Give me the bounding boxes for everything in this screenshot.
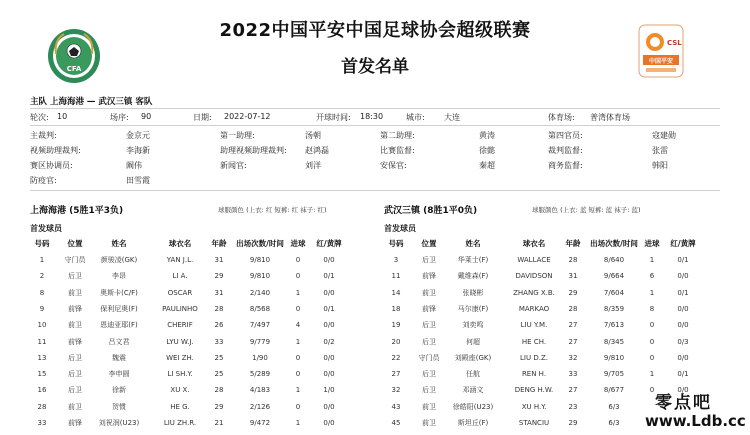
player-number: 10 <box>37 321 47 330</box>
player-name: 恩迪亚耶(F) <box>100 321 138 330</box>
player-shirt-name: DENG H.W. <box>514 386 554 395</box>
player-appearances: 9/810 <box>603 353 625 362</box>
player-goals: 6 <box>649 272 655 281</box>
player-position: 后卫 <box>422 321 436 330</box>
official-value: 徐懿 <box>479 146 495 155</box>
player-position: 前锋 <box>68 304 82 313</box>
player-shirt-name: LI A. <box>172 272 188 281</box>
player-name: 斯坦丘(F) <box>457 419 489 427</box>
player-goals: 8 <box>649 304 655 313</box>
player-cards: 0/0 <box>323 402 335 411</box>
player-age: 33 <box>568 370 578 379</box>
officials-row <box>30 160 730 172</box>
col-shirt-name-header: 球衣名 <box>522 239 546 248</box>
official-value: 黄涛 <box>479 131 495 140</box>
official-value: 张雷 <box>652 146 668 155</box>
col-shirt-name-header: 球衣名 <box>168 239 192 248</box>
official-label: 安保官: <box>380 161 407 170</box>
player-name: 华莱士(F) <box>457 256 489 264</box>
player-shirt-name: ZHANG X.B. <box>513 288 555 297</box>
official-value: 李海新 <box>126 146 150 155</box>
player-age: 21 <box>214 419 224 427</box>
player-goals: 1 <box>295 419 301 427</box>
player-shirt-name: XU X. <box>170 386 190 395</box>
player-age: 25 <box>214 370 224 379</box>
player-name: 吕文君 <box>108 337 130 346</box>
official-label: 主裁判: <box>30 131 57 140</box>
player-appearances: 8/345 <box>603 337 625 346</box>
player-number: 8 <box>39 288 45 297</box>
player-appearances: 2/140 <box>249 288 271 297</box>
player-position: 后卫 <box>68 353 82 362</box>
player-appearances: 9/779 <box>249 337 271 346</box>
stadium-label: 体育场: <box>548 113 575 122</box>
player-age: 31 <box>214 256 224 264</box>
game-label: 场序: <box>110 113 129 122</box>
official-label: 防疫官: <box>30 176 57 185</box>
player-shirt-name: STANCIU <box>518 419 550 427</box>
player-shirt-name: LIU D.Z. <box>520 353 548 362</box>
official-value: 田雪霞 <box>126 176 150 185</box>
player-appearances: 5/289 <box>249 370 271 379</box>
player-name: 奥斯卡(C/F) <box>100 288 138 297</box>
player-position: 后卫 <box>68 370 82 379</box>
player-shirt-name: YAN J.L. <box>166 256 194 264</box>
player-cards: 0/1 <box>677 288 689 297</box>
official-label: 视频助理裁判: <box>30 146 81 155</box>
player-cards: 0/0 <box>323 370 335 379</box>
player-shirt-name: OSCAR <box>167 288 193 297</box>
player-goals: 1 <box>649 256 655 264</box>
csl-logo-brand: 中国平安 <box>648 58 674 65</box>
player-cards: 0/0 <box>677 386 689 395</box>
player-shirt-name: REN H. <box>521 370 547 379</box>
col-name-header: 姓名 <box>111 239 127 248</box>
official-value: 刘洋 <box>305 161 321 170</box>
player-goals: 0 <box>649 321 655 330</box>
player-cards: 0/0 <box>677 304 689 313</box>
player-age: 27 <box>568 321 578 330</box>
player-age: 28 <box>568 304 578 313</box>
player-appearances: 6/3 <box>608 402 620 411</box>
player-cards: 0/1 <box>677 370 689 379</box>
player-appearances: 8/677 <box>603 386 625 395</box>
player-goals: 0 <box>295 353 301 362</box>
player-age: 31 <box>214 288 224 297</box>
player-cards: 0/0 <box>323 321 335 330</box>
officials-row <box>30 145 730 157</box>
player-age: 27 <box>568 386 578 395</box>
player-goals: 0 <box>295 272 301 281</box>
player-number: 11 <box>37 337 47 346</box>
cfa-logo-text: CFA <box>66 65 82 73</box>
player-name: 刘奕鸣 <box>462 321 484 330</box>
official-value: 赵鸿磊 <box>305 146 329 155</box>
player-goals: 1 <box>649 288 655 297</box>
divider <box>30 108 720 109</box>
stadium-value: 普湾体育场 <box>590 113 630 122</box>
player-goals: 0 <box>649 386 655 395</box>
col-age-header: 年龄 <box>211 239 227 248</box>
player-name: 任航 <box>466 370 480 379</box>
player-cards: 0/1 <box>323 272 335 281</box>
player-cards: 0/0 <box>323 419 335 427</box>
col-number-header: 号码 <box>34 239 50 248</box>
official-label: 第一助理: <box>220 131 255 140</box>
player-number: 11 <box>391 272 401 281</box>
player-shirt-name: MARKAO <box>518 304 550 313</box>
player-shirt-name: CHERIF <box>167 321 193 330</box>
player-appearances: 7/613 <box>603 321 625 330</box>
csl-logo-text: CSL <box>667 39 682 47</box>
player-goals: 0 <box>295 370 301 379</box>
player-age: 29 <box>214 402 224 411</box>
round-label: 轮次: <box>30 113 49 122</box>
player-goals: 0 <box>295 402 301 411</box>
player-age: 25 <box>214 353 224 362</box>
player-cards: 0/0 <box>323 353 335 362</box>
player-name: 马尔康(F) <box>457 304 489 313</box>
player-cards: 0/2 <box>323 337 335 346</box>
watermark-text: 零点吧 <box>655 393 712 413</box>
player-shirt-name: DAVIDSON <box>515 272 553 281</box>
player-name: 魏震 <box>112 353 126 362</box>
player-appearances: 9/705 <box>603 370 625 379</box>
official-label: 新闻官: <box>220 161 247 170</box>
player-position: 后卫 <box>422 337 436 346</box>
player-number: 16 <box>37 386 47 395</box>
player-shirt-name: HE G. <box>170 402 190 411</box>
player-goals: 4 <box>295 321 301 330</box>
col-position-header: 位置 <box>67 239 83 248</box>
player-appearances: 9/810 <box>249 256 271 264</box>
official-label: 第二助理: <box>380 131 415 140</box>
col-age-header: 年龄 <box>565 239 581 248</box>
player-appearances: 6/3 <box>608 419 620 427</box>
player-cards: 1/0 <box>323 386 335 395</box>
player-cards: 0/0 <box>323 288 335 297</box>
player-appearances: 8/640 <box>603 256 625 264</box>
official-value: 汤朝 <box>305 131 321 140</box>
home-starters-label: 首发球员 <box>30 224 62 233</box>
player-position: 后卫 <box>68 272 82 281</box>
player-shirt-name: LYU W.J. <box>166 337 194 346</box>
player-cards: 0/0 <box>677 353 689 362</box>
game-value: 90 <box>141 112 152 121</box>
player-shirt-name: LIU ZH.R. <box>163 419 197 427</box>
player-cards: 0/1 <box>323 304 335 313</box>
player-number: 45 <box>391 419 401 427</box>
player-age: 28 <box>214 304 224 313</box>
player-position: 前卫 <box>68 321 82 330</box>
player-age: 23 <box>568 402 578 411</box>
official-label: 商务监督: <box>548 161 583 170</box>
player-number: 22 <box>391 353 401 362</box>
match-info-row <box>30 112 730 124</box>
player-shirt-name: XU H.Y. <box>521 402 547 411</box>
official-label: 第四官员: <box>548 131 583 140</box>
player-shirt-name: WEI ZH. <box>166 353 194 362</box>
player-cards: 0/3 <box>677 337 689 346</box>
col-position-header: 位置 <box>421 239 437 248</box>
player-cards: 0/0 <box>323 256 335 264</box>
player-appearances: 1/90 <box>252 353 268 362</box>
official-value: 阚伟 <box>126 161 142 170</box>
player-age: 29 <box>568 288 578 297</box>
player-appearances: 8/568 <box>249 304 271 313</box>
player-name: 张晓彬 <box>462 288 484 297</box>
player-position: 前卫 <box>422 402 436 411</box>
player-name: 徐皓阳(U23) <box>452 402 494 411</box>
player-goals: 1 <box>295 288 301 297</box>
player-position: 前锋 <box>422 304 436 313</box>
player-number: 33 <box>37 419 47 427</box>
player-age: 29 <box>214 272 224 281</box>
col-goals-header: 进球 <box>290 239 306 248</box>
player-name: 刘殿座(GK) <box>454 353 492 362</box>
col-cards-header: 红/黄牌 <box>670 239 696 248</box>
player-name: 保利尼奥(F) <box>100 304 138 313</box>
player-number: 1 <box>39 256 45 264</box>
player-number: 13 <box>37 353 47 362</box>
player-position: 前锋 <box>68 419 82 427</box>
divider <box>30 190 720 191</box>
player-appearances: 7/604 <box>603 288 625 297</box>
player-name: 邓涵文 <box>462 386 484 395</box>
official-label: 比赛监督: <box>380 146 415 155</box>
player-age: 27 <box>568 337 578 346</box>
official-label: 赛区协调员: <box>30 161 73 170</box>
player-appearances: 9/472 <box>249 419 271 427</box>
page-title: 2022中国平安中国足球协会超级联赛 <box>219 20 531 41</box>
player-age: 26 <box>214 321 224 330</box>
official-value: 秦超 <box>479 161 495 170</box>
col-appearances-header: 出场次数/时间 <box>236 239 284 248</box>
officials-row <box>30 175 730 187</box>
home-kit-colors: 球服颜色 (上衣: 红 短裤: 红 袜子: 红) <box>218 206 327 214</box>
date-label: 日期: <box>193 113 212 122</box>
player-position: 前卫 <box>68 288 82 297</box>
col-number-header: 号码 <box>388 239 404 248</box>
watermark-url: www.Ldb.cc <box>645 412 746 430</box>
player-appearances: 4/183 <box>249 386 271 395</box>
date-value: 2022-07-12 <box>224 112 271 121</box>
player-position: 前卫 <box>68 402 82 411</box>
player-number: 3 <box>393 256 399 264</box>
player-number: 27 <box>391 370 401 379</box>
official-value: 韩阳 <box>652 161 668 170</box>
player-number: 32 <box>391 386 401 395</box>
player-goals: 0 <box>295 256 301 264</box>
player-number: 43 <box>391 402 401 411</box>
player-position: 前锋 <box>68 337 82 346</box>
player-position: 前卫 <box>422 419 436 427</box>
official-value: 寇建勋 <box>652 131 676 140</box>
page-subtitle: 首发名单 <box>341 57 409 77</box>
player-number: 28 <box>37 402 47 411</box>
player-position: 后卫 <box>68 386 82 395</box>
player-name: 颜骏凌(GK) <box>100 256 138 264</box>
player-shirt-name: PAULINHO <box>162 304 198 313</box>
player-age: 28 <box>568 256 578 264</box>
player-cards: 0/1 <box>677 256 689 264</box>
player-number: 19 <box>391 321 401 330</box>
col-name-header: 姓名 <box>465 239 481 248</box>
kickoff-value: 18:30 <box>360 112 384 121</box>
player-number: 20 <box>391 337 401 346</box>
player-age: 28 <box>214 386 224 395</box>
col-goals-header: 进球 <box>644 239 660 248</box>
player-goals: 1 <box>649 370 655 379</box>
player-age: 32 <box>568 353 578 362</box>
match-line: 主队 上海海港 — 武汉三镇 客队 <box>30 97 153 107</box>
divider <box>30 125 720 126</box>
player-age: 31 <box>568 272 578 281</box>
city-value: 大连 <box>444 113 460 122</box>
player-goals: 1 <box>295 386 301 395</box>
away-team-heading: 武汉三镇 (8胜1平0负) <box>384 206 478 216</box>
player-shirt-name: LI SH.Y. <box>167 370 193 379</box>
player-number: 2 <box>39 272 45 281</box>
away-kit-colors: 球服颜色 (上衣: 蓝 短裤: 蓝 袜子: 蓝) <box>532 206 641 214</box>
player-position: 前锋 <box>422 272 436 281</box>
col-appearances-header: 出场次数/时间 <box>590 239 638 248</box>
player-shirt-name: WALLACE <box>517 256 551 264</box>
city-label: 城市: <box>406 113 425 122</box>
player-goals: 0 <box>295 304 301 313</box>
player-name: 徐新 <box>112 386 126 395</box>
player-position: 前卫 <box>422 288 436 297</box>
player-age: 33 <box>214 337 224 346</box>
player-name: 李昂 <box>112 272 126 281</box>
player-appearances: 9/810 <box>249 272 271 281</box>
player-name: 刘祝润(U23) <box>98 419 140 427</box>
officials-row <box>30 130 730 142</box>
player-goals: 0 <box>649 337 655 346</box>
player-appearances: 9/664 <box>603 272 625 281</box>
player-shirt-name: LIU Y.M. <box>520 321 548 330</box>
player-cards: 0/0 <box>677 272 689 281</box>
player-position: 守门员 <box>418 353 440 362</box>
player-age: 29 <box>568 419 578 427</box>
player-appearances: 2/126 <box>249 402 271 411</box>
round-value: 10 <box>57 112 68 121</box>
player-appearances: 7/497 <box>249 321 271 330</box>
away-starters-label: 首发球员 <box>384 224 416 233</box>
player-number: 9 <box>39 304 45 313</box>
official-label: 助理视频助理裁判: <box>220 146 287 155</box>
player-appearances: 8/359 <box>603 304 625 313</box>
player-name: 戴维森(F) <box>457 272 489 281</box>
player-name: 何超 <box>466 337 480 346</box>
player-position: 后卫 <box>422 386 436 395</box>
official-value: 金京元 <box>126 131 150 140</box>
player-position: 后卫 <box>422 370 436 379</box>
player-goals: 1 <box>295 337 301 346</box>
home-team-heading: 上海海港 (5胜1平3负) <box>30 206 124 216</box>
player-name: 贺惯 <box>112 402 126 411</box>
player-position: 守门员 <box>64 256 86 264</box>
player-number: 15 <box>37 370 47 379</box>
col-cards-header: 红/黄牌 <box>316 239 342 248</box>
official-label: 裁判监督: <box>548 146 583 155</box>
player-position: 后卫 <box>422 256 436 264</box>
kickoff-label: 开球时间: <box>316 113 351 122</box>
player-number: 14 <box>391 288 401 297</box>
player-cards: 0/0 <box>677 321 689 330</box>
player-name: 李申圆 <box>108 370 130 379</box>
player-shirt-name: HE CH. <box>521 337 547 346</box>
player-goals: 0 <box>649 353 655 362</box>
player-number: 18 <box>391 304 401 313</box>
